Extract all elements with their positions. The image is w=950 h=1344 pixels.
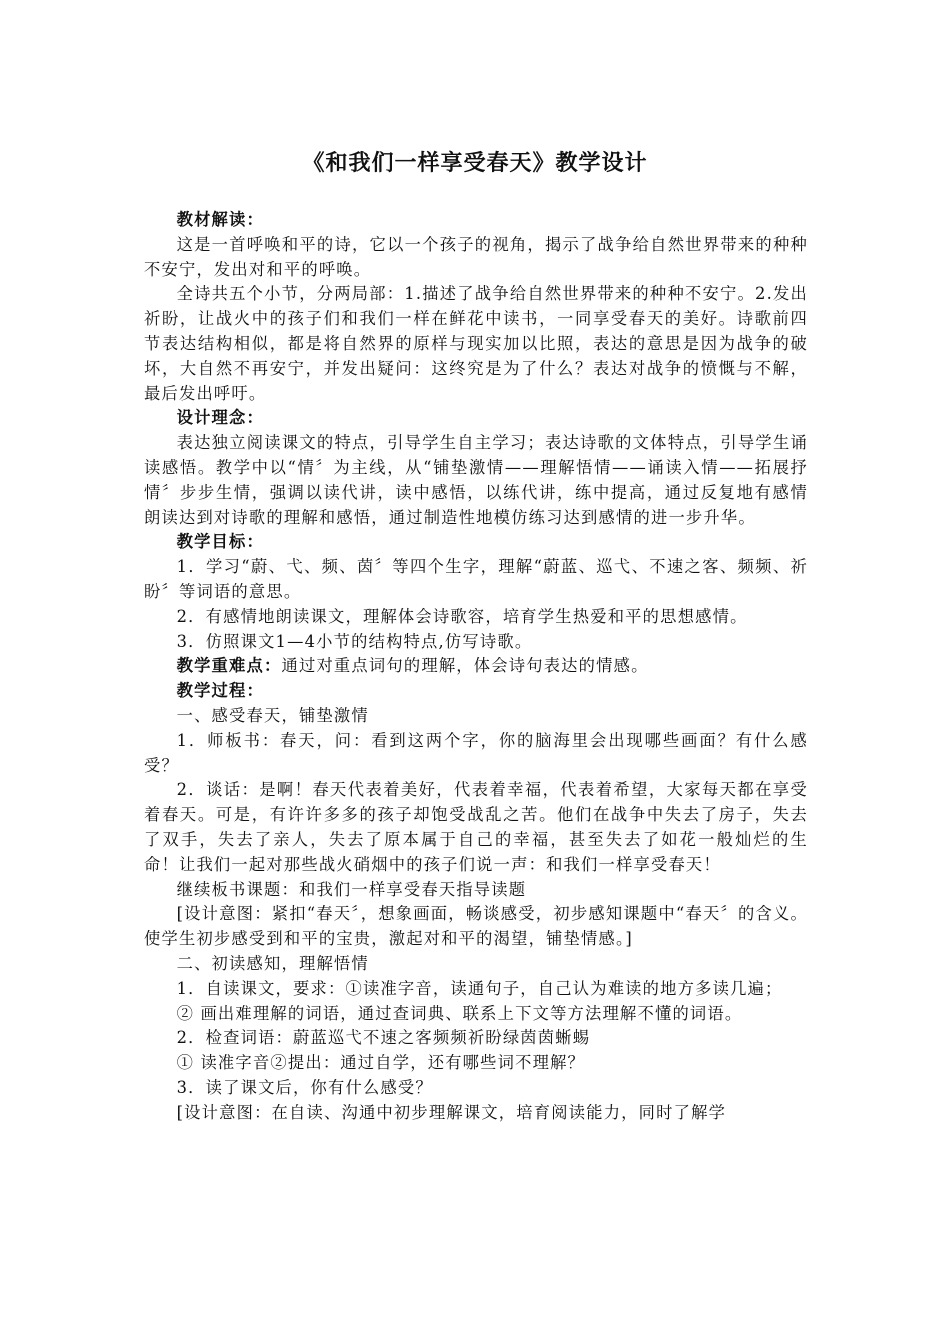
paragraph: ② 画出难理解的词语，通过查词典、联系上下文等方法理解不懂的词语。 — [176, 1003, 743, 1023]
goal-item: 3．仿照课文1—4小节的结构特点,仿写诗歌。 — [176, 631, 533, 651]
paragraph: ① 读准字音②提出：通过自学，还有哪些词不理解？ — [176, 1053, 586, 1073]
paragraph: 1．自读课文，要求：①读准字音，读通句子，自己认为难读的地方多读几遍； — [176, 978, 783, 998]
keypoint-label: 教学重难点： — [176, 656, 282, 676]
goal-item: 1．学习“蔚、弋、频、茵〞等四个生字，理解“蔚蓝、巡弋、不速之客、频频、祈盼〞等词语的意思。 — [144, 557, 808, 601]
subsection-title: 一、感受春天，铺垫激情 — [176, 705, 369, 725]
keypoint-text: 通过对重点词句的理解，体会诗句表达的情感。 — [281, 656, 649, 676]
paragraph: 3．读了课文后，你有什么感受？ — [176, 1077, 433, 1097]
paragraph: 2．检查词语：蔚蓝巡弋不速之客频频祈盼绿茵茵蜥蜴 — [176, 1028, 591, 1048]
design-intent: [设计意图：紧扣“春天〞，想象画面，畅谈感受，初步感知课题中“春天〞的含义。使学生初步感受到和平的宝贵，激起对和平的渴望，铺垫情感。] — [144, 904, 808, 949]
section-heading-goals: 教学目标： — [176, 532, 265, 552]
goal-item: 2．有感情地朗读课文，理解体会诗歌容，培育学生热爱和平的思想感情。 — [176, 606, 748, 626]
section-heading-material: 教材解读： — [176, 210, 265, 229]
document-body — [144, 208, 808, 1125]
paragraph: 2．谈话：是啊！春天代表着美好，代表着幸福，代表着希望，大家每天都在享受着春天。可是，有许许多多的孩子却饱受战乱之苦。他们在战争中失去了房子，失去了双手，失去了亲人，失去了原本属于自己的幸福，甚至失去了如花一般灿烂的生命！让我们一起对那些战火硝烟中的孩子们说一声：和我们一样享受春天！ — [144, 780, 808, 874]
paragraph: 全诗共五个小节，分两局部：1.描述了战争给自然世界带来的种种不安宁。2.发出祈盼，让战火中的孩子们和我们一样在鲜花中读书，一同享受春天的美好。诗歌前四节表达结构相似，都是将自然界的原样与现实加以比照，表达的意思是因为战争的破坏，大自然不再安宁，并发出疑问：这终究是为了什么？表达对战争的愤慨与不解，最后发出呼吁。 — [144, 284, 808, 403]
section-heading-process: 教学过程： — [176, 681, 265, 701]
paragraph: 1．师板书：春天，问：看到这两个字，你的脑海里会出现哪些画面？有什么感受？ — [144, 730, 808, 775]
paragraph: 这是一首呼唤和平的诗，它以一个孩子的视角，揭示了战争给自然世界带来的种种不安宁，发出对和平的呼唤。 — [144, 234, 808, 279]
keypoint-paragraph — [144, 654, 808, 679]
paragraph: 继续板书课题：和我们一样享受春天指导读题 — [176, 879, 527, 899]
design-intent: [设计意图：在自读、沟通中初步理解课文，培育阅读能力，同时了解学 — [176, 1102, 727, 1122]
document-title: 《和我们一样享受春天》教学设计 — [302, 151, 648, 176]
paragraph: 表达独立阅读课文的特点，引导学生自主学习；表达诗歌的文体特点，引导学生诵读感悟。教学中以“情〞为主线，从“铺垫激情——理解悟情——诵读入情——拓展抒情〞步步生情，强调以读代讲，读中感悟，以练代讲，练中提高，通过反复地有感情朗读达到对诗歌的理解和感悟，通过制造性地模仿练习达到感情的进一步升华。 — [144, 433, 808, 527]
subsection-title: 二、初读感知，理解悟情 — [176, 953, 369, 973]
section-heading-concept: 设计理念： — [176, 408, 265, 428]
